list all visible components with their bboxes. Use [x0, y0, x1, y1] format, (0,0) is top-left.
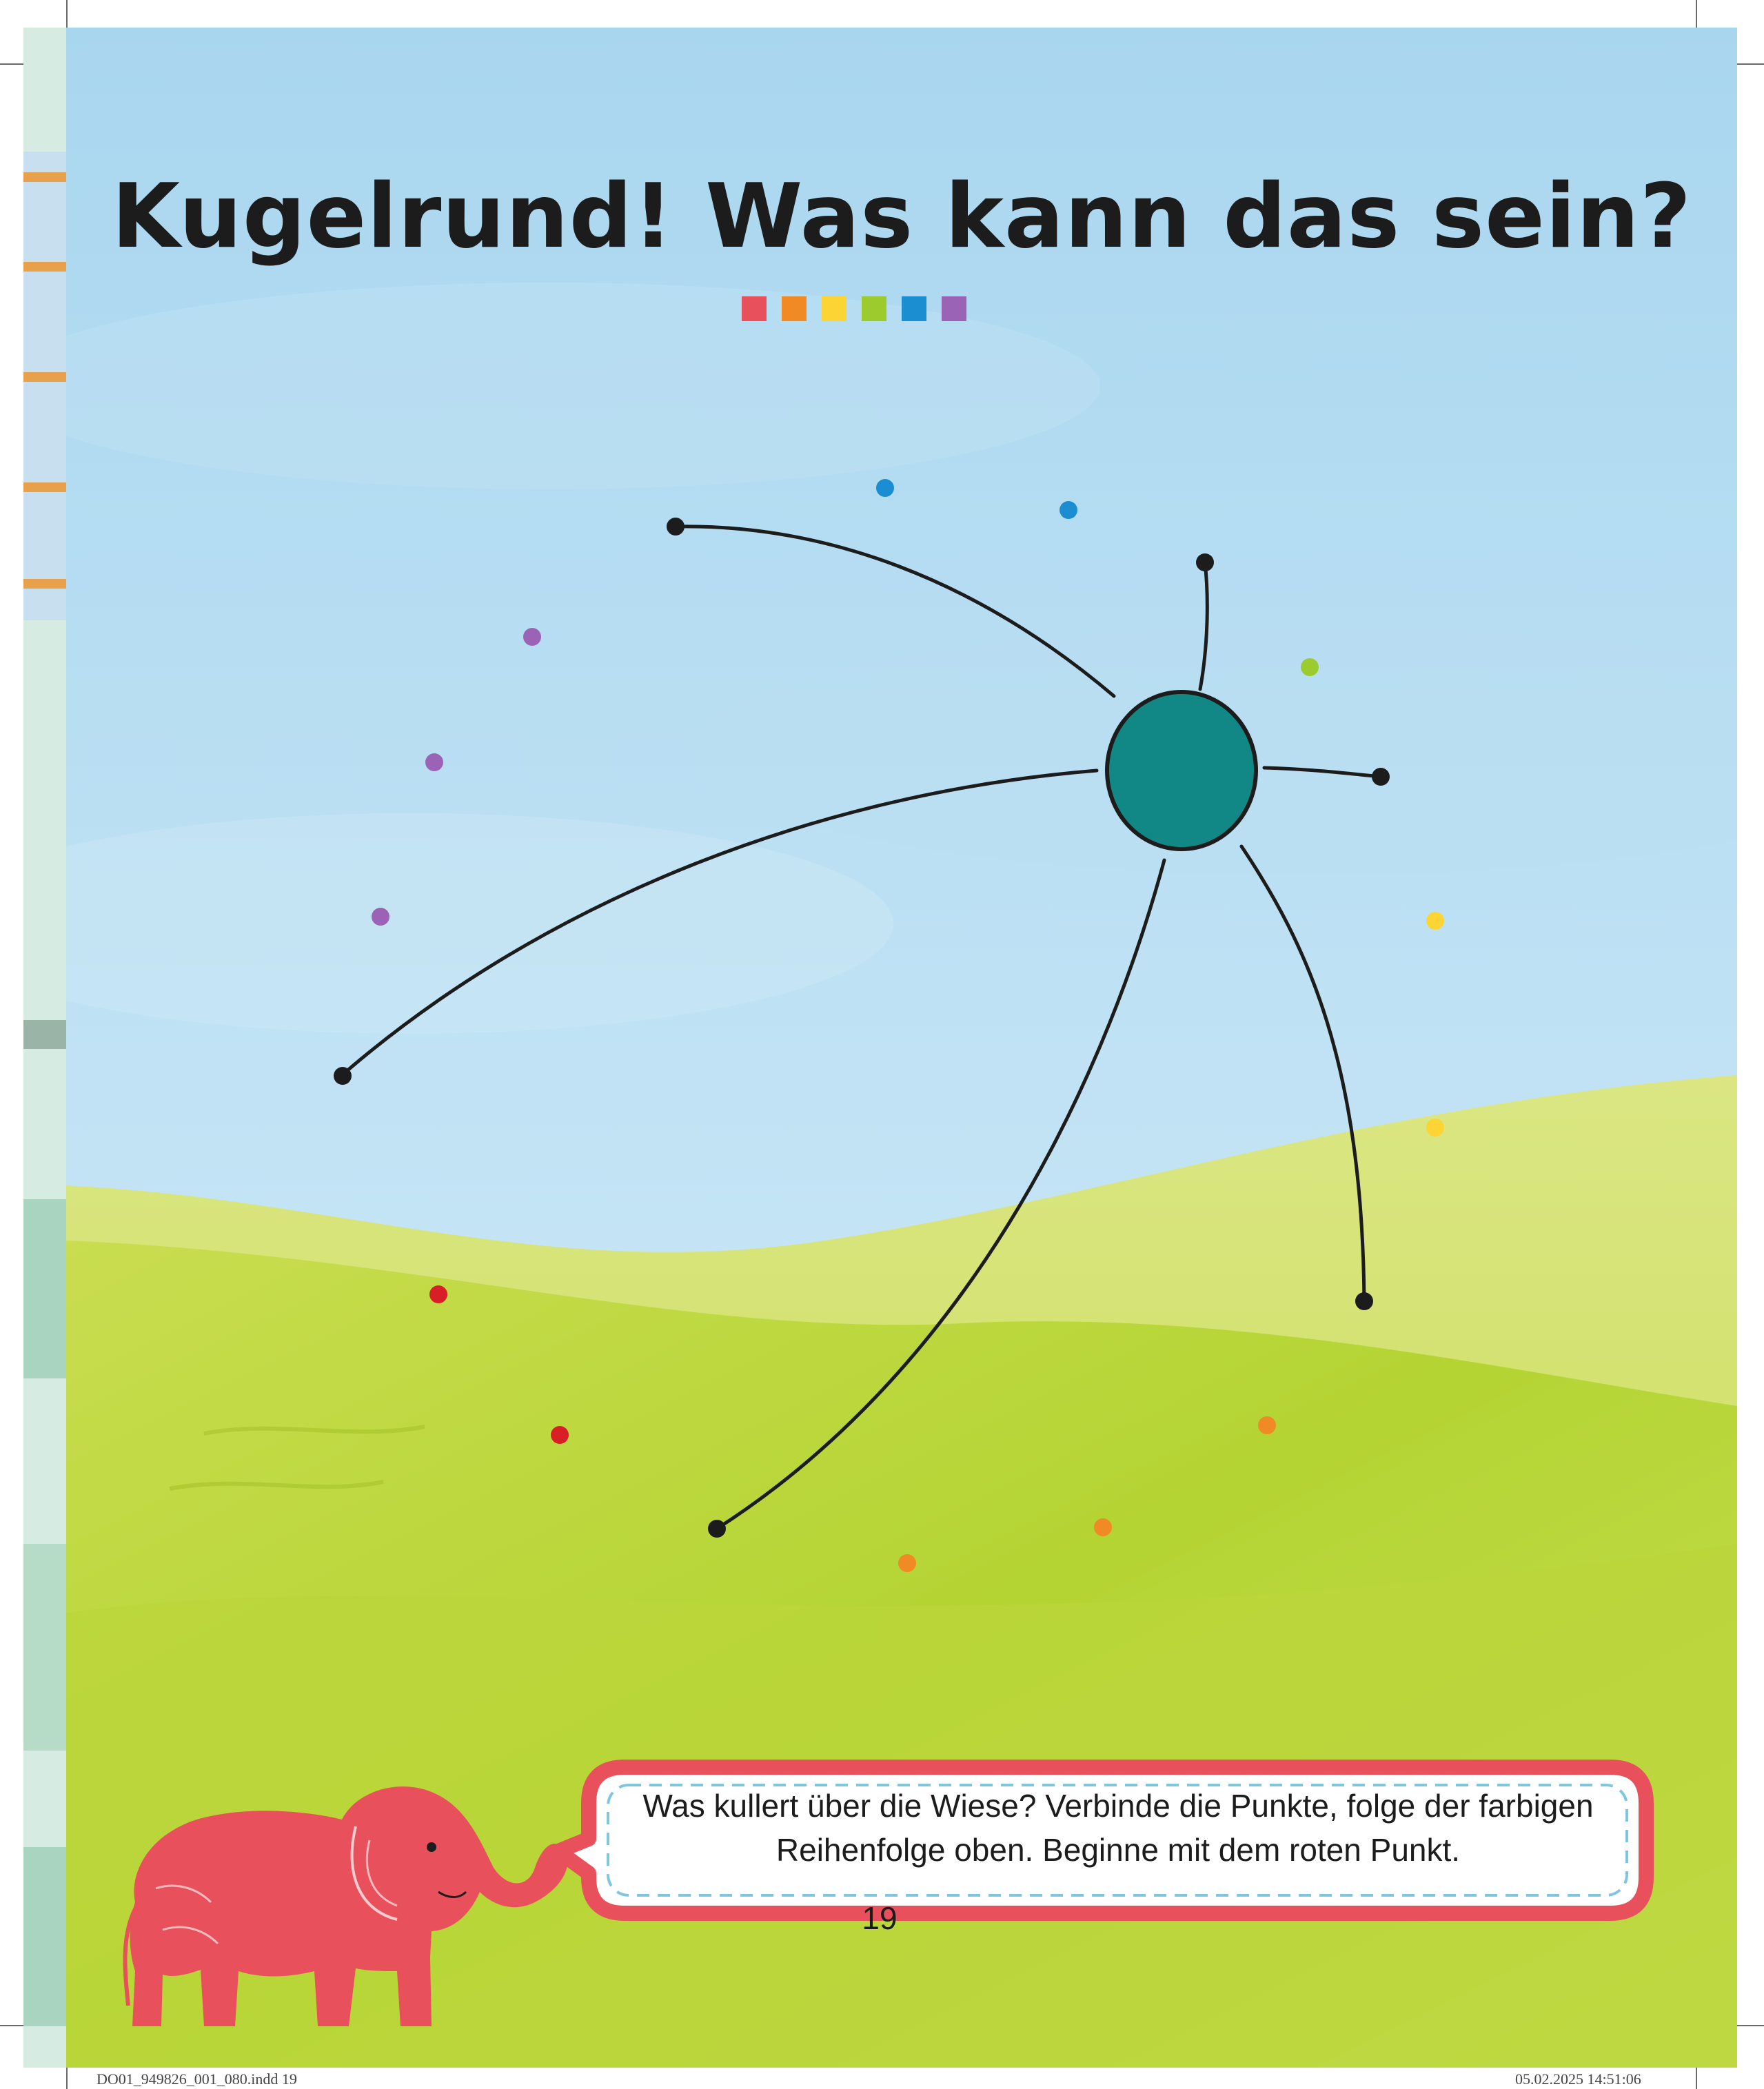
ball [1107, 692, 1256, 849]
page-number: 19 [862, 1900, 898, 1936]
dot-black [1196, 553, 1214, 571]
dot-black [667, 518, 685, 536]
crop-mark-top-right-h [1736, 63, 1764, 65]
dot-black [334, 1067, 352, 1085]
dot-purple [523, 628, 541, 646]
instruction-line-2: Reihenfolge oben. Beginne mit dem roten Punkt. [775, 1832, 1461, 1868]
dot-blue [1060, 501, 1077, 519]
line-upper-left [676, 527, 1114, 696]
line-lower-right [1241, 846, 1364, 1301]
dot-orange [1258, 1416, 1276, 1434]
dot-purple [372, 908, 389, 926]
book-page [66, 28, 1737, 2068]
dot-green [1301, 658, 1319, 676]
dot-yellow [1426, 1119, 1444, 1137]
dot-blue [876, 479, 894, 497]
crop-mark-bottom-right-h [1736, 2025, 1764, 2026]
crop-mark-bottom-left [66, 2068, 68, 2089]
crop-mark-bottom-right [1696, 2068, 1697, 2089]
dot-yellow [1426, 912, 1444, 930]
dot-orange [1094, 1518, 1112, 1536]
dot-black [708, 1520, 726, 1538]
line-top [1200, 562, 1207, 689]
dot-purple [425, 753, 443, 771]
instruction-line-1: Was kullert über die Wiese? Verbinde die Punkte, folge der farbigen [642, 1788, 1594, 1824]
line-right [1264, 768, 1381, 777]
dot-red [551, 1426, 569, 1444]
line-lower [717, 860, 1164, 1529]
dot-red [429, 1285, 447, 1303]
facing-page-bleed [23, 28, 66, 2068]
dot-black [1372, 768, 1390, 786]
dot-orange [898, 1554, 916, 1572]
print-slug-file: DO01_949826_001_080.indd 19 [97, 2070, 297, 2088]
instruction-text [629, 1784, 1608, 1872]
elephant-illustration [108, 1751, 576, 2040]
crop-mark-top-left [66, 0, 68, 28]
crop-mark-top-right [1696, 0, 1697, 28]
instruction-speech-bubble [549, 1756, 1657, 1924]
print-slug-date: 05.02.2025 14:51:06 [1515, 2070, 1641, 2088]
page-title: Kugelrund! Was kann das sein? [111, 165, 1692, 268]
dot-black [1355, 1292, 1373, 1310]
line-left [342, 771, 1097, 1075]
